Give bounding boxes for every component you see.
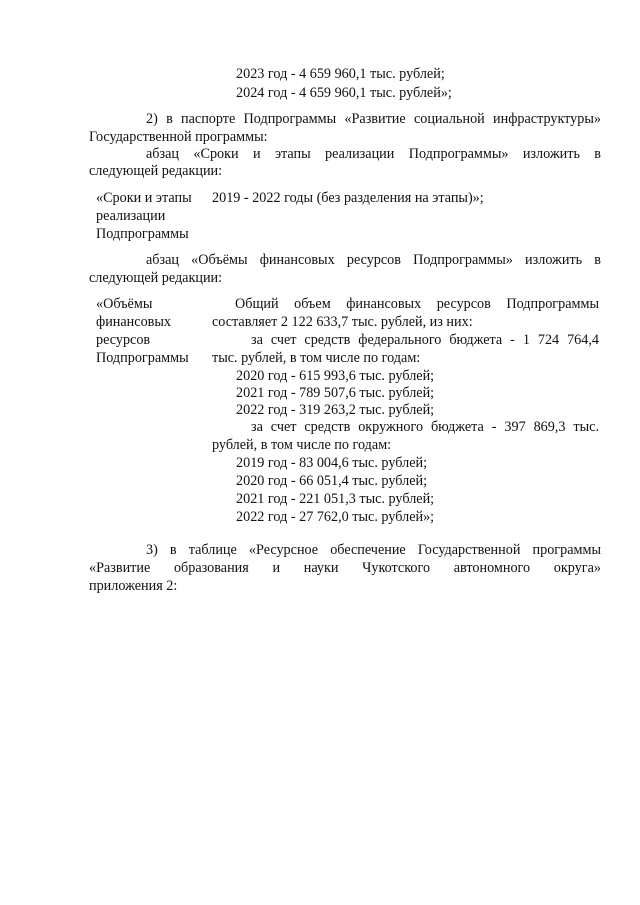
okrug-year-2022: 2022 год - 27 762,0 тыс. рублей»; <box>236 509 435 525</box>
item-3-line-1: 3) в таблице «Ресурсное обеспечение Государственной программы <box>146 542 601 558</box>
table2-label-line-2: финансовых <box>96 314 171 330</box>
okrug-funding-line-1: за счет средств окружного бюджета - 397 869,3 тыс. <box>251 419 599 435</box>
federal-year-2022: 2022 год - 319 263,2 тыс. рублей; <box>236 402 435 418</box>
federal-year-2021: 2021 год - 789 507,6 тыс. рублей; <box>236 385 435 401</box>
item-3-line-2: «Развитие образования и науки Чукотского автономного округа» <box>89 560 601 576</box>
table1-label-line-3: Подпрограммы <box>96 226 189 242</box>
table1-value: 2019 - 2022 годы (без разделения на этапы)»; <box>212 190 484 206</box>
item-2-line-1: 2) в паспорте Подпрограммы «Развитие социальной инфраструктуры» <box>146 111 601 127</box>
total-funding-line-1: Общий объем финансовых ресурсов Подпрограммы <box>235 296 599 312</box>
item-3-line-3: приложения 2: <box>89 578 178 594</box>
federal-funding-line-1: за счет средств федерального бюджета - 1 724 764,4 <box>251 332 599 348</box>
table1-label-line-1: «Сроки и этапы <box>96 190 192 206</box>
federal-funding-line-2: тыс. рублей, в том числе по годам: <box>212 350 421 366</box>
budget-line-2023: 2023 год - 4 659 960,1 тыс. рублей; <box>236 66 445 82</box>
table2-label-line-4: Подпрограммы <box>96 350 189 366</box>
abzac-sroki-line-1: абзац «Сроки и этапы реализации Подпрограммы» изложить в <box>146 146 601 162</box>
abzac-obyomy-line-2: следующей редакции: <box>89 270 223 286</box>
abzac-sroki-line-2: следующей редакции: <box>89 163 223 179</box>
okrug-year-2019: 2019 год - 83 004,6 тыс. рублей; <box>236 455 428 471</box>
item-2-line-2: Государственной программы: <box>89 129 268 145</box>
table2-label-line-3: ресурсов <box>96 332 151 348</box>
total-funding-line-2: составляет 2 122 633,7 тыс. рублей, из них: <box>212 314 473 330</box>
okrug-year-2020: 2020 год - 66 051,4 тыс. рублей; <box>236 473 428 489</box>
federal-year-2020: 2020 год - 615 993,6 тыс. рублей; <box>236 368 435 384</box>
table1-label-line-2: реализации <box>96 208 166 224</box>
table2-label-line-1: «Объёмы <box>96 296 153 312</box>
budget-line-2024: 2024 год - 4 659 960,1 тыс. рублей»; <box>236 85 452 101</box>
okrug-year-2021: 2021 год - 221 051,3 тыс. рублей; <box>236 491 435 507</box>
okrug-funding-line-2: рублей, в том числе по годам: <box>212 437 392 453</box>
abzac-obyomy-line-1: абзац «Объёмы финансовых ресурсов Подпрограммы» изложить в <box>146 252 601 268</box>
